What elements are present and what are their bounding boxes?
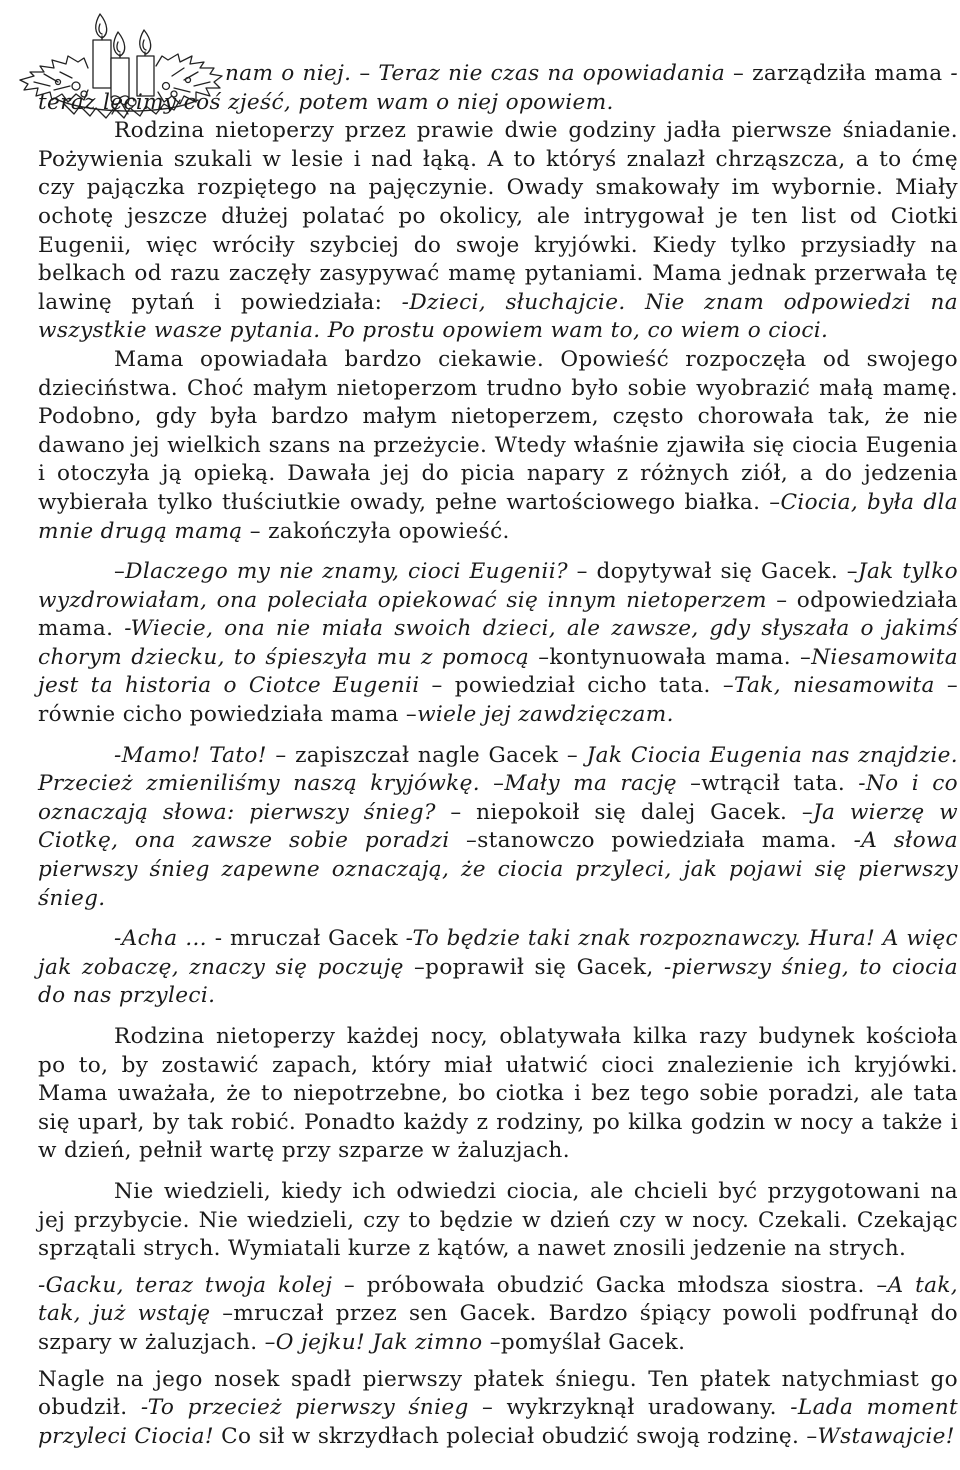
italic-text-run: -Dzieci, słuchajcie. Nie znam odpowiedzi na wszystkie wasze pytania. Po prostu opowiem wam to, co wiem o cioci. (38, 289, 958, 344)
document-body (38, 60, 958, 1451)
text-run: – odpowiedziała mama. (38, 587, 958, 642)
italic-text-run: Dlaczego my nie znamy, cioci Eugenii? (125, 559, 577, 585)
text-run: –wtrącił tata. (690, 771, 859, 797)
text-run: – (846, 559, 858, 585)
text-run: –kontynuowała mama. (538, 644, 801, 670)
paragraph (38, 346, 958, 546)
text-run: –poprawił się Gacek, (414, 954, 664, 980)
text-run: – (264, 1329, 276, 1355)
text-run: Co sił w skrzydłach poleciał obudzić swoją rodzinę. (221, 1423, 807, 1449)
text-run: –pomyślał Gacek. (489, 1329, 686, 1355)
text-run: Mama opowiadała bardzo ciekawie. Opowieść rozpoczęła od swojego dzieciństwa. Choć małym nietoperzom trudno było sobie wyobrazić małą mamę. Podobno, gdy była bardzo małym nietoperzem, często chorowała tak, że nie dawano jej wielkich szans na przeżycie. Wtedy właśnie zjawiła się ciocia Eugenia i otoczyła ją opieką. Dawała jej do picia napary z różnych ziół, a do jedzenia wybierała tylko tłuściutkie owady, pełne wartościowego białka. (38, 346, 958, 515)
text-run: – niepokoił się dalej Gacek. (450, 799, 802, 825)
text-run: – wykrzyknął uradowany. (482, 1395, 791, 1421)
text-run: – (493, 771, 505, 797)
text-run: – zarządziła mama (733, 61, 951, 86)
text-run: – (359, 61, 379, 86)
paragraph (38, 1023, 958, 1166)
italic-text-run: Mały ma rację (504, 771, 691, 797)
italic-text-run: Niesamowita jest ta historia o Ciotce Eugenii (38, 644, 958, 699)
text-run: – (876, 1272, 888, 1298)
italic-text-run: -Gacku, teraz twoja kolej (38, 1272, 344, 1298)
paragraph (38, 117, 958, 346)
italic-text-run: -Acha … (114, 926, 215, 952)
paragraph (38, 1366, 958, 1452)
text-run: – zapiszczał nagle Gacek – (275, 742, 587, 768)
text-run: Rodzina nietoperzy przez prawie dwie godziny jadła pierwsze śniadanie. Pożywienia szukali w lesie i nad łąką. A to któryś znalazł chrząszcza, a to ćmę czy pajączka rozpiętego na pajęczynie. Owady smakowały im wybornie. Miały ochotę jeszcze dłużej polatać po okolicy, ale intrygował je ten list od Ciotki Eugenii, więc wróciły szybciej do swoje kryjówki. Kiedy tylko przysiadły na belkach od razu zaczęły zasypywać mamę pytaniami. Mama jednak przerwała tę lawinę pytań i powiedziała: (38, 118, 958, 315)
italic-text-run: Jak tylko wyzdrowiałam, ona poleciała opiekować się innym nietoperzem (38, 559, 958, 613)
text-run: – (800, 644, 812, 670)
paragraph (38, 1272, 958, 1358)
italic-text-run: -To przecież pierwszy śnieg (140, 1395, 483, 1421)
italic-text-run: -A słowa pierwszy śnieg zapewne oznaczają, że ciocia przyleci, jak pojawi się pierwszy śnieg. (38, 828, 958, 911)
text-run: – (801, 799, 813, 825)
italic-text-run: Jak Ciocia Eugenia nas znajdzie. Przecież zmieniliśmy naszą kryjówkę. (38, 742, 958, 797)
text-run: - mruczał Gacek (214, 926, 406, 952)
italic-text-run: Ciocia, była dla mnie drugą mamą (38, 489, 958, 544)
italic-text-run: -Wiecie, ona nie miała swoich dzieci, ale zawsze, gdy słyszała o jakimś chorym dziecku, to śpieszyła mu z pomocą (38, 616, 958, 670)
italic-text-run: Ja wierzę w Ciotkę, ona zawsze sobie poradzi (38, 799, 959, 854)
text-run: – równie cicho powiedziała mama (38, 673, 958, 728)
text-run: –mruczał przez sen Gacek. Bardzo śpiący powoli podfrunął do szpary w żaluzjach. (38, 1301, 959, 1355)
paragraph (38, 742, 958, 914)
italic-text-run: O jejku! Jak zimno (275, 1329, 490, 1355)
text-run: – dopytywał się Gacek. (576, 559, 847, 585)
paragraph (38, 60, 958, 117)
text-run: – (114, 559, 126, 585)
italic-text-run: A tak, tak, już wstaję (38, 1272, 959, 1327)
italic-text-run: -Lada moment przyleci Ciocia! (38, 1395, 958, 1449)
text-run: – zakończyła opowieść. (249, 518, 510, 544)
paragraph (38, 558, 958, 730)
italic-text-run: -To będzie taki znak rozpoznawczy. Hura! A więc jak zobaczę, znaczy się poczuję (38, 926, 959, 980)
text-run: – (405, 702, 418, 728)
italic-text-run: wiele jej zawdzięczam. (417, 702, 674, 728)
text-run: Nie wiedzieli, kiedy ich odwiedzi ciocia, ale chcieli być przygotowani na jej przybycie. Nie wiedzieli, czy to będzie w dzień czy w nocy. Czekali. Czekając sprzątali strych. Wymiatali kurze z kątów, a nawet znosili jedzenie na strych. (38, 1178, 958, 1262)
text-run: –stanowczo powiedziała mama. (466, 828, 854, 854)
italic-text-run: Teraz nie czas na opowiadania (378, 61, 734, 86)
italic-text-run: Wstawajcie! (817, 1423, 955, 1449)
paragraph (38, 1178, 958, 1264)
italic-text-run: -No i co oznaczają słowa: pierwszy śnieg? (38, 771, 958, 825)
text-run: – (806, 1423, 818, 1449)
italic-text-run: -pierwszy śnieg, to ciocia do nas przyleci. (38, 954, 958, 1009)
italic-text-run: -Mamo! Tato! (114, 742, 276, 768)
italic-text-run: nam o niej. (225, 61, 360, 86)
text-run: – (769, 489, 781, 515)
text-run: – (722, 673, 734, 699)
paragraph (38, 925, 958, 1011)
text-run: Nagle na jego nosek spadł pierwszy płatek śniegu. Ten płatek natychmiast go obudził. (38, 1366, 958, 1421)
text-run: – próbowała obudzić Gacka młodsza siostra. (343, 1272, 877, 1298)
italic-text-run: Tak, niesamowita (733, 673, 947, 699)
italic-text-run: -teraz lecimy coś zjeść, potem wam o niej opowiem. (38, 61, 958, 115)
text-run: Rodzina nietoperzy każdej nocy, oblatywała kilka razy budynek kościoła po to, by zostawić zapach, który miał ułatwić cioci znalezienie ich kryjówki. Mama uważała, że to niepotrzebne, bo ciotka i bez tego sobie poradzi, ale tata się uparł, by tak robić. Ponadto każdy z rodziny, po kilka godzin w nocy a także i w dzień, pełnił wartę przy szparze w żaluzjach. (38, 1024, 958, 1164)
text-run: – powiedział cicho tata. (431, 673, 723, 699)
